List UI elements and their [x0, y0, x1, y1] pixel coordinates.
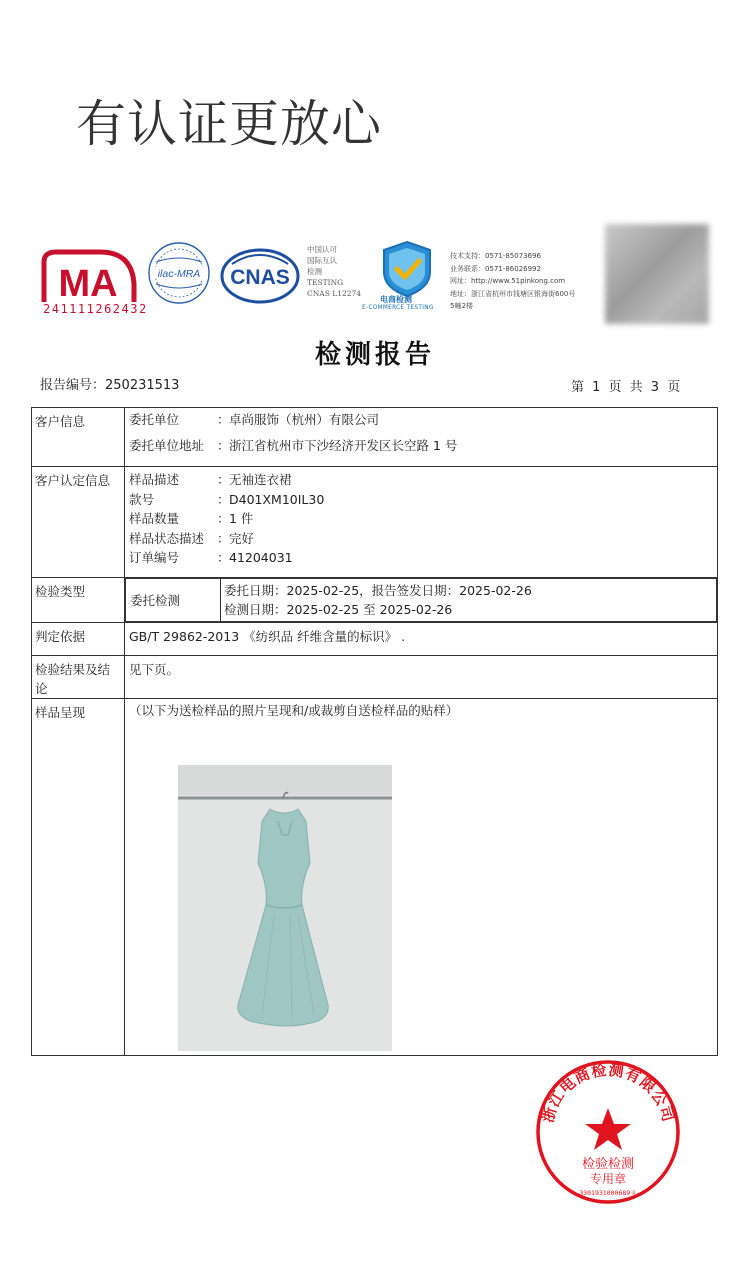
inspection-type-label: 检验类型 — [32, 578, 125, 623]
field-value: D401XM10IL30 — [229, 491, 325, 507]
field-colon: ： — [217, 530, 230, 546]
basis-label: 判定依据 — [32, 623, 125, 656]
inspection-dates — [221, 579, 717, 622]
field-key: 款号 — [129, 491, 155, 507]
inspection-type-row — [32, 578, 718, 623]
stamp-line1: 检验检测 — [581, 1157, 635, 1172]
blurred-qr-code — [605, 224, 709, 324]
field-row — [129, 470, 713, 490]
sample-row — [32, 699, 718, 1056]
field-key: 样品描述 — [129, 472, 180, 487]
field-colon: ： — [217, 491, 230, 507]
contact-info — [450, 250, 575, 313]
confirmed-info-label: 客户认定信息 — [32, 467, 125, 578]
field-colon: ： — [217, 437, 230, 453]
inspection-inner-table — [125, 578, 717, 622]
field-key: 委托单位地址 — [129, 437, 205, 453]
field-colon: ： — [217, 550, 230, 565]
report-number — [40, 374, 179, 393]
ilac-mra-logo — [146, 240, 212, 306]
cnas-line: 国际互认 — [307, 256, 337, 265]
ilac-text: ilac-MRA — [157, 268, 201, 280]
basis-row — [32, 623, 718, 656]
report-table — [31, 407, 718, 1056]
field-colon: ： — [217, 511, 230, 526]
cnas-text: CNAS — [230, 266, 290, 289]
report-number-label: 报告编号： — [40, 378, 106, 393]
contact-line: 技术支持：0571-85073696 — [450, 252, 541, 260]
field-key: 样品数量 — [129, 511, 180, 526]
stamp-line2: 专用章 — [589, 1172, 627, 1186]
sample-photo — [178, 765, 392, 1051]
client-info-label: 客户信息 — [32, 408, 125, 467]
field-row — [129, 509, 713, 529]
certification-logos — [40, 236, 710, 326]
cma-number: 241111262432 — [43, 302, 148, 316]
field-value: 无袖连衣裙 — [229, 472, 292, 487]
cnas-line: TESTING — [307, 278, 344, 287]
cnas-caption — [307, 244, 361, 299]
field-key: 订单编号 — [129, 550, 180, 565]
cma-text: MA — [58, 263, 118, 305]
field-value: 41204031 — [229, 550, 293, 565]
field-colon: ： — [217, 412, 230, 427]
field-row — [129, 436, 713, 456]
field-value: 浙江省杭州市下沙经济开发区长空路 1 号 — [229, 437, 458, 453]
sample-label: 样品呈现 — [32, 699, 125, 1056]
contact-line: 地址：浙江省杭州市钱塘区银海街600号 — [450, 289, 576, 298]
sample-photo-area — [129, 699, 713, 1055]
contact-line: 业务联系：0571-86026992 — [450, 264, 541, 273]
stamp-number: 3301931000689４ — [579, 1189, 637, 1197]
field-row — [129, 548, 713, 568]
field-row — [129, 490, 713, 510]
field-row — [129, 529, 713, 549]
field-value: 卓尚服饰（杭州）有限公司 — [229, 412, 380, 427]
page-indicator: 第 1 页 共 3 页 — [571, 380, 683, 395]
headline: 有认证更放心 — [76, 95, 382, 153]
inspection-type-value: 委托检测 — [126, 579, 221, 622]
confirmed-info-content — [125, 467, 718, 578]
cnas-line: 中国认可 — [307, 245, 337, 254]
field-key: 样品状态描述 — [129, 530, 205, 546]
conclusion-value: 见下页。 — [125, 656, 718, 699]
conclusion-row — [32, 656, 718, 699]
contact-line: 网址：http://www.51pinkong.com — [450, 277, 566, 285]
field-value: 1 件 — [229, 511, 254, 526]
sample-caption: （以下为送检样品的照片呈现和/或裁剪自送检样品的贴样） — [129, 703, 459, 718]
field-value: 完好 — [229, 530, 255, 546]
field-key: 委托单位 — [129, 412, 180, 427]
cnas-line: 检测 — [307, 267, 322, 276]
conclusion-label: 检验结果及结论 — [32, 656, 125, 699]
cnas-logo — [220, 246, 300, 306]
client-info-row — [32, 408, 718, 467]
report-number-value: 250231513 — [105, 378, 180, 393]
sample-content — [125, 699, 718, 1056]
contact-line: 5幢2楼 — [450, 302, 473, 310]
official-seal-stamp — [534, 1058, 682, 1206]
stamp-company: 浙江电商检测有限公司 — [538, 1060, 678, 1125]
client-info-content — [125, 408, 718, 467]
inspection-type-content — [125, 578, 718, 623]
ecommerce-caption-en: E-COMMERCE TESTING — [362, 305, 434, 311]
commission-date-line: 委托日期：2025-02-25，报告签发日期：2025-02-26 — [224, 583, 532, 598]
report-title: 检测报告 — [314, 340, 435, 370]
basis-value: GB/T 29862-2013 《纺织品 纤维含量的标识》 . — [125, 623, 718, 656]
test-date-line: 检测日期：2025-02-25 至 2025-02-26 — [224, 602, 453, 617]
cnas-line: CNAS L12274 — [307, 289, 362, 298]
confirmed-info-row — [32, 467, 718, 578]
field-row — [129, 410, 713, 430]
ecommerce-caption-cn: 电商检测 — [380, 295, 412, 304]
field-colon: ： — [217, 472, 230, 487]
stamp-star-icon — [585, 1108, 631, 1150]
